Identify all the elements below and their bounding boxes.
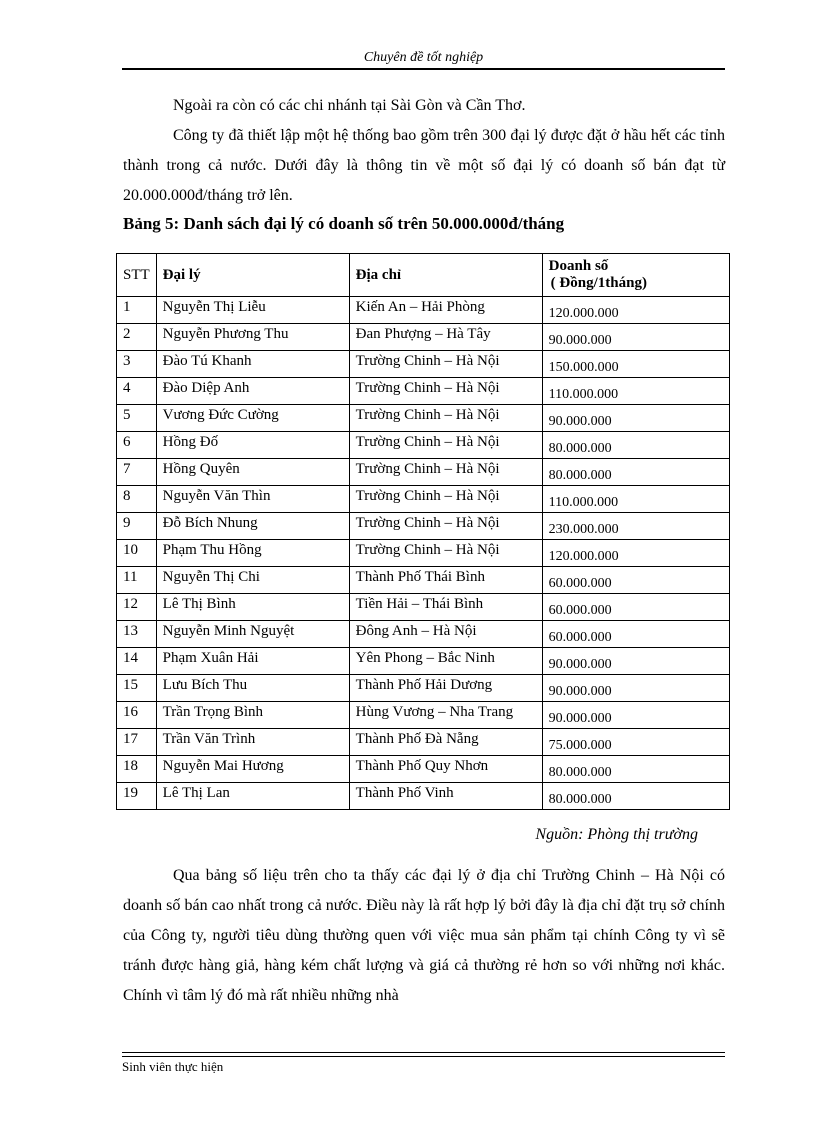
- cell-address: Yên Phong – Bắc Ninh: [349, 648, 542, 675]
- table-row: [117, 351, 730, 378]
- cell-address: Tiền Hải – Thái Bình: [349, 594, 542, 621]
- table-row: [117, 432, 730, 459]
- cell-stt: 4: [117, 378, 157, 405]
- header-agent: Đại lý: [156, 254, 349, 297]
- cell-revenue: 80.000.000: [542, 432, 729, 459]
- cell-revenue: 80.000.000: [542, 459, 729, 486]
- cell-address: Trường Chinh – Hà Nội: [349, 540, 542, 567]
- cell-revenue: 90.000.000: [542, 648, 729, 675]
- cell-agent: Lưu Bích Thu: [156, 675, 349, 702]
- cell-agent: Nguyễn Văn Thìn: [156, 486, 349, 513]
- table-row: [117, 405, 730, 432]
- cell-agent: Đỗ Bích Nhung: [156, 513, 349, 540]
- cell-stt: 13: [117, 621, 157, 648]
- table-row: [117, 702, 730, 729]
- cell-address: Trường Chinh – Hà Nội: [349, 432, 542, 459]
- cell-stt: 17: [117, 729, 157, 756]
- cell-revenue: 75.000.000: [542, 729, 729, 756]
- cell-revenue: 60.000.000: [542, 621, 729, 648]
- cell-stt: 15: [117, 675, 157, 702]
- table-source: Nguồn: Phòng thị trường: [535, 826, 698, 843]
- table-row: [117, 297, 730, 324]
- cell-address: Hùng Vương – Nha Trang: [349, 702, 542, 729]
- cell-address: Trường Chinh – Hà Nội: [349, 459, 542, 486]
- cell-address: Thành Phố Đà Nẵng: [349, 729, 542, 756]
- table-row: [117, 756, 730, 783]
- header-revenue: [542, 254, 729, 297]
- table-row: [117, 513, 730, 540]
- cell-revenue: 150.000.000: [542, 351, 729, 378]
- cell-stt: 5: [117, 405, 157, 432]
- cell-agent: Nguyễn Phương Thu: [156, 324, 349, 351]
- table-row: [117, 648, 730, 675]
- paragraph-branches-text: Ngoài ra còn có các chi nhánh tại Sài Gòn và Cần Thơ.: [173, 97, 526, 114]
- table-row: [117, 729, 730, 756]
- cell-address: Trường Chinh – Hà Nội: [349, 378, 542, 405]
- cell-agent: Trần Văn Trình: [156, 729, 349, 756]
- paragraph-agent-system: [123, 121, 725, 211]
- cell-agent: Lê Thị Bình: [156, 594, 349, 621]
- table-header-row: [117, 254, 730, 297]
- cell-address: Đông Anh – Hà Nội: [349, 621, 542, 648]
- cell-agent: Nguyễn Mai Hương: [156, 756, 349, 783]
- paragraph-analysis-text: Qua bảng số liệu trên cho ta thấy các đại lý ở địa chỉ Trường Chinh – Hà Nội có doanh số bán cao nhất trong cả nước. Điều này là rất hợp lý bởi đây là địa chỉ đặt trụ sở chính của Công ty, người tiêu dùng thường quen với việc mua sản phẩm tại chính Công ty vì sẽ tránh được hàng giả, hàng kém chất lượng và giá cả thường rẻ hơn so với những nơi khác. Chính vì tâm lý đó mà rất nhiều những nhà: [123, 867, 725, 1004]
- cell-stt: 1: [117, 297, 157, 324]
- header-rule: [122, 68, 725, 70]
- cell-agent: Đào Diệp Anh: [156, 378, 349, 405]
- cell-address: Đan Phượng – Hà Tây: [349, 324, 542, 351]
- cell-agent: Nguyễn Thị Liễu: [156, 297, 349, 324]
- header-address: Địa chỉ: [349, 254, 542, 297]
- cell-stt: 16: [117, 702, 157, 729]
- table-row: [117, 378, 730, 405]
- cell-address: Thành Phố Hải Dương: [349, 675, 542, 702]
- cell-address: Kiến An – Hải Phòng: [349, 297, 542, 324]
- header-revenue-label: Doanh số: [548, 258, 609, 274]
- cell-agent: Nguyễn Minh Nguyệt: [156, 621, 349, 648]
- cell-agent: Nguyễn Thị Chi: [156, 567, 349, 594]
- table-row: [117, 675, 730, 702]
- cell-revenue: 120.000.000: [542, 297, 729, 324]
- cell-revenue: 110.000.000: [542, 378, 729, 405]
- table-row: [117, 594, 730, 621]
- cell-address: Thành Phố Quy Nhơn: [349, 756, 542, 783]
- header-revenue-unit: ( Đồng/1tháng): [550, 275, 647, 291]
- cell-revenue: 90.000.000: [542, 675, 729, 702]
- table-row: [117, 621, 730, 648]
- cell-agent: Trần Trọng Bình: [156, 702, 349, 729]
- cell-agent: Phạm Xuân Hải: [156, 648, 349, 675]
- agent-table: [116, 253, 730, 810]
- cell-stt: 7: [117, 459, 157, 486]
- table-row: [117, 324, 730, 351]
- cell-address: Trường Chinh – Hà Nội: [349, 486, 542, 513]
- cell-stt: 11: [117, 567, 157, 594]
- cell-revenue: 120.000.000: [542, 540, 729, 567]
- cell-address: Trường Chinh – Hà Nội: [349, 513, 542, 540]
- footer-rule-top: [122, 1052, 725, 1053]
- table-row: [117, 486, 730, 513]
- paragraph-branches: [123, 91, 725, 121]
- cell-revenue: 90.000.000: [542, 405, 729, 432]
- cell-revenue: 80.000.000: [542, 756, 729, 783]
- footer-rule-bottom: [122, 1056, 725, 1057]
- cell-address: Thành Phố Thái Bình: [349, 567, 542, 594]
- cell-address: Trường Chinh – Hà Nội: [349, 351, 542, 378]
- page-header-title: Chuyên đề tốt nghiệp: [363, 50, 484, 65]
- paragraph-agent-system-text: Công ty đã thiết lập một hệ thống bao gồm trên 300 đại lý được đặt ở hầu hết các tỉnh thành trong cả nước. Dưới đây là thông tin về một số đại lý có doanh số bán đạt từ 20.000.000đ/tháng trở lên.: [123, 127, 725, 204]
- table-caption: Bảng 5: Danh sách đại lý có doanh số trên 50.000.000đ/tháng: [123, 214, 565, 233]
- table-row: [117, 540, 730, 567]
- table-row: [117, 567, 730, 594]
- cell-address: Thành Phố Vinh: [349, 783, 542, 810]
- cell-revenue: 230.000.000: [542, 513, 729, 540]
- cell-agent: Đào Tú Khanh: [156, 351, 349, 378]
- footer-text: Sinh viên thực hiện: [122, 1059, 224, 1074]
- cell-agent: Lê Thị Lan: [156, 783, 349, 810]
- table-row: [117, 783, 730, 810]
- cell-stt: 2: [117, 324, 157, 351]
- cell-revenue: 110.000.000: [542, 486, 729, 513]
- header-stt: STT: [117, 254, 157, 297]
- agent-table-body: [117, 297, 730, 810]
- cell-stt: 19: [117, 783, 157, 810]
- cell-stt: 10: [117, 540, 157, 567]
- cell-agent: Hồng Quyên: [156, 459, 349, 486]
- cell-stt: 6: [117, 432, 157, 459]
- cell-stt: 14: [117, 648, 157, 675]
- cell-stt: 3: [117, 351, 157, 378]
- cell-revenue: 80.000.000: [542, 783, 729, 810]
- cell-agent: Vương Đức Cường: [156, 405, 349, 432]
- cell-revenue: 60.000.000: [542, 567, 729, 594]
- cell-revenue: 90.000.000: [542, 702, 729, 729]
- cell-agent: Phạm Thu Hồng: [156, 540, 349, 567]
- cell-stt: 12: [117, 594, 157, 621]
- table-row: [117, 459, 730, 486]
- cell-stt: 8: [117, 486, 157, 513]
- cell-stt: 9: [117, 513, 157, 540]
- cell-agent: Hồng Đố: [156, 432, 349, 459]
- paragraph-analysis: [123, 861, 725, 1011]
- cell-revenue: 90.000.000: [542, 324, 729, 351]
- cell-address: Trường Chinh – Hà Nội: [349, 405, 542, 432]
- cell-revenue: 60.000.000: [542, 594, 729, 621]
- cell-stt: 18: [117, 756, 157, 783]
